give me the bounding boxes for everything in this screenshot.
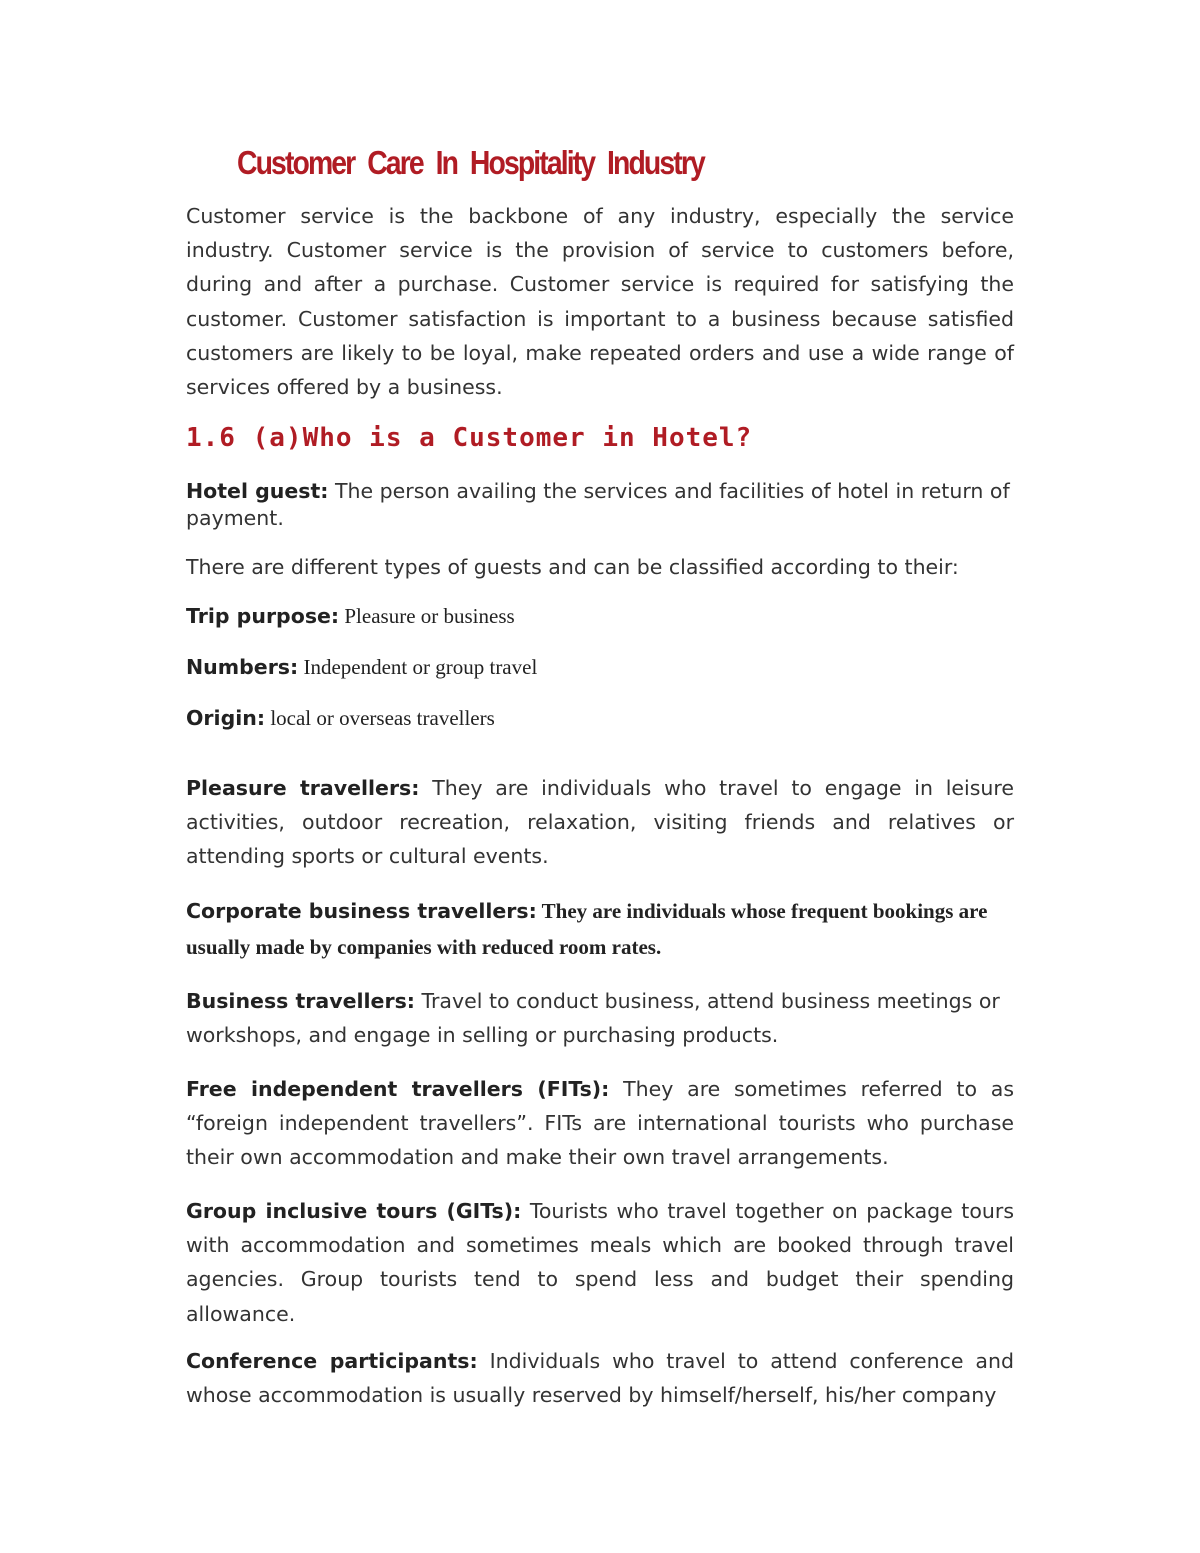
hotel-guest-label: Hotel guest:: [186, 479, 329, 503]
guest-type-label: Corporate business travellers:: [186, 899, 537, 923]
section-heading: 1.6 (a)Who is a Customer in Hotel?: [186, 423, 753, 453]
guest-type-fit: [186, 1072, 1014, 1175]
guest-type-label: Pleasure travellers:: [186, 776, 420, 800]
guest-type-text: Travel to conduct business, attend business meetings or workshops, and engage in selling or purchasing products.: [186, 989, 1000, 1048]
guest-type-text: They are individuals whose frequent bookings are usually made by companies with reduced room rates.: [186, 899, 988, 959]
guest-type-label: Group inclusive tours (GITs):: [186, 1199, 522, 1223]
guest-type-text: They are sometimes referred to as “foreign independent travellers”. FITs are international tourists who purchase their own accommodation and make their own travel arrangements.: [186, 1077, 1014, 1170]
guest-type-text: Individuals who travel to attend conference and whose accommodation is usually reserved by himself/herself, his/her company: [186, 1349, 1014, 1408]
classification-origin: [186, 701, 1014, 735]
hotel-guest-definition: [186, 478, 1036, 532]
guest-type-label: Conference participants:: [186, 1349, 478, 1373]
classification-label: Trip purpose:: [186, 604, 340, 628]
classification-numbers: [186, 650, 1014, 684]
intro-paragraph: Customer service is the backbone of any industry, especially the service industry. Customer service is the provision of service to customers before, during and after a purchase. Customer service is required for satisfying the customer. Customer satisfaction is important to a business because satisfied customers are likely to be loyal, make repeated orders and use a wide range of services offered by a business.: [186, 204, 1014, 400]
guest-type-git: [186, 1194, 1014, 1331]
hotel-guest-text: The person availing the services and facilities of hotel in return of payment.: [186, 479, 1010, 530]
types-intro: There are different types of guests and can be classified according to their:: [186, 555, 959, 579]
guest-type-label: Free independent travellers (FITs):: [186, 1077, 610, 1101]
classification-value: Independent or group travel: [298, 655, 538, 679]
guest-type-label: Business travellers:: [186, 989, 415, 1013]
guest-type-pleasure: [186, 771, 1014, 874]
guest-type-text: They are individuals who travel to engage in leisure activities, outdoor recreation, relaxation, visiting friends and relatives or attending sports or cultural events.: [186, 776, 1014, 869]
classification-value: Pleasure or business: [339, 604, 515, 628]
guest-type-conference: [186, 1344, 1014, 1412]
document-title: Customer Care In Hospitality Industry: [237, 144, 704, 181]
classification-trip-purpose: [186, 599, 1014, 633]
guest-type-corporate: [186, 893, 1014, 965]
classification-value: local or overseas travellers: [265, 706, 495, 730]
classification-label: Origin:: [186, 706, 266, 730]
classification-label: Numbers:: [186, 655, 299, 679]
guest-type-business: [186, 984, 1014, 1052]
guest-type-text: Tourists who travel together on package tours with accommodation and sometimes meals which are booked through travel agencies. Group tourists tend to spend less and budget their spending allowance.: [186, 1199, 1014, 1326]
